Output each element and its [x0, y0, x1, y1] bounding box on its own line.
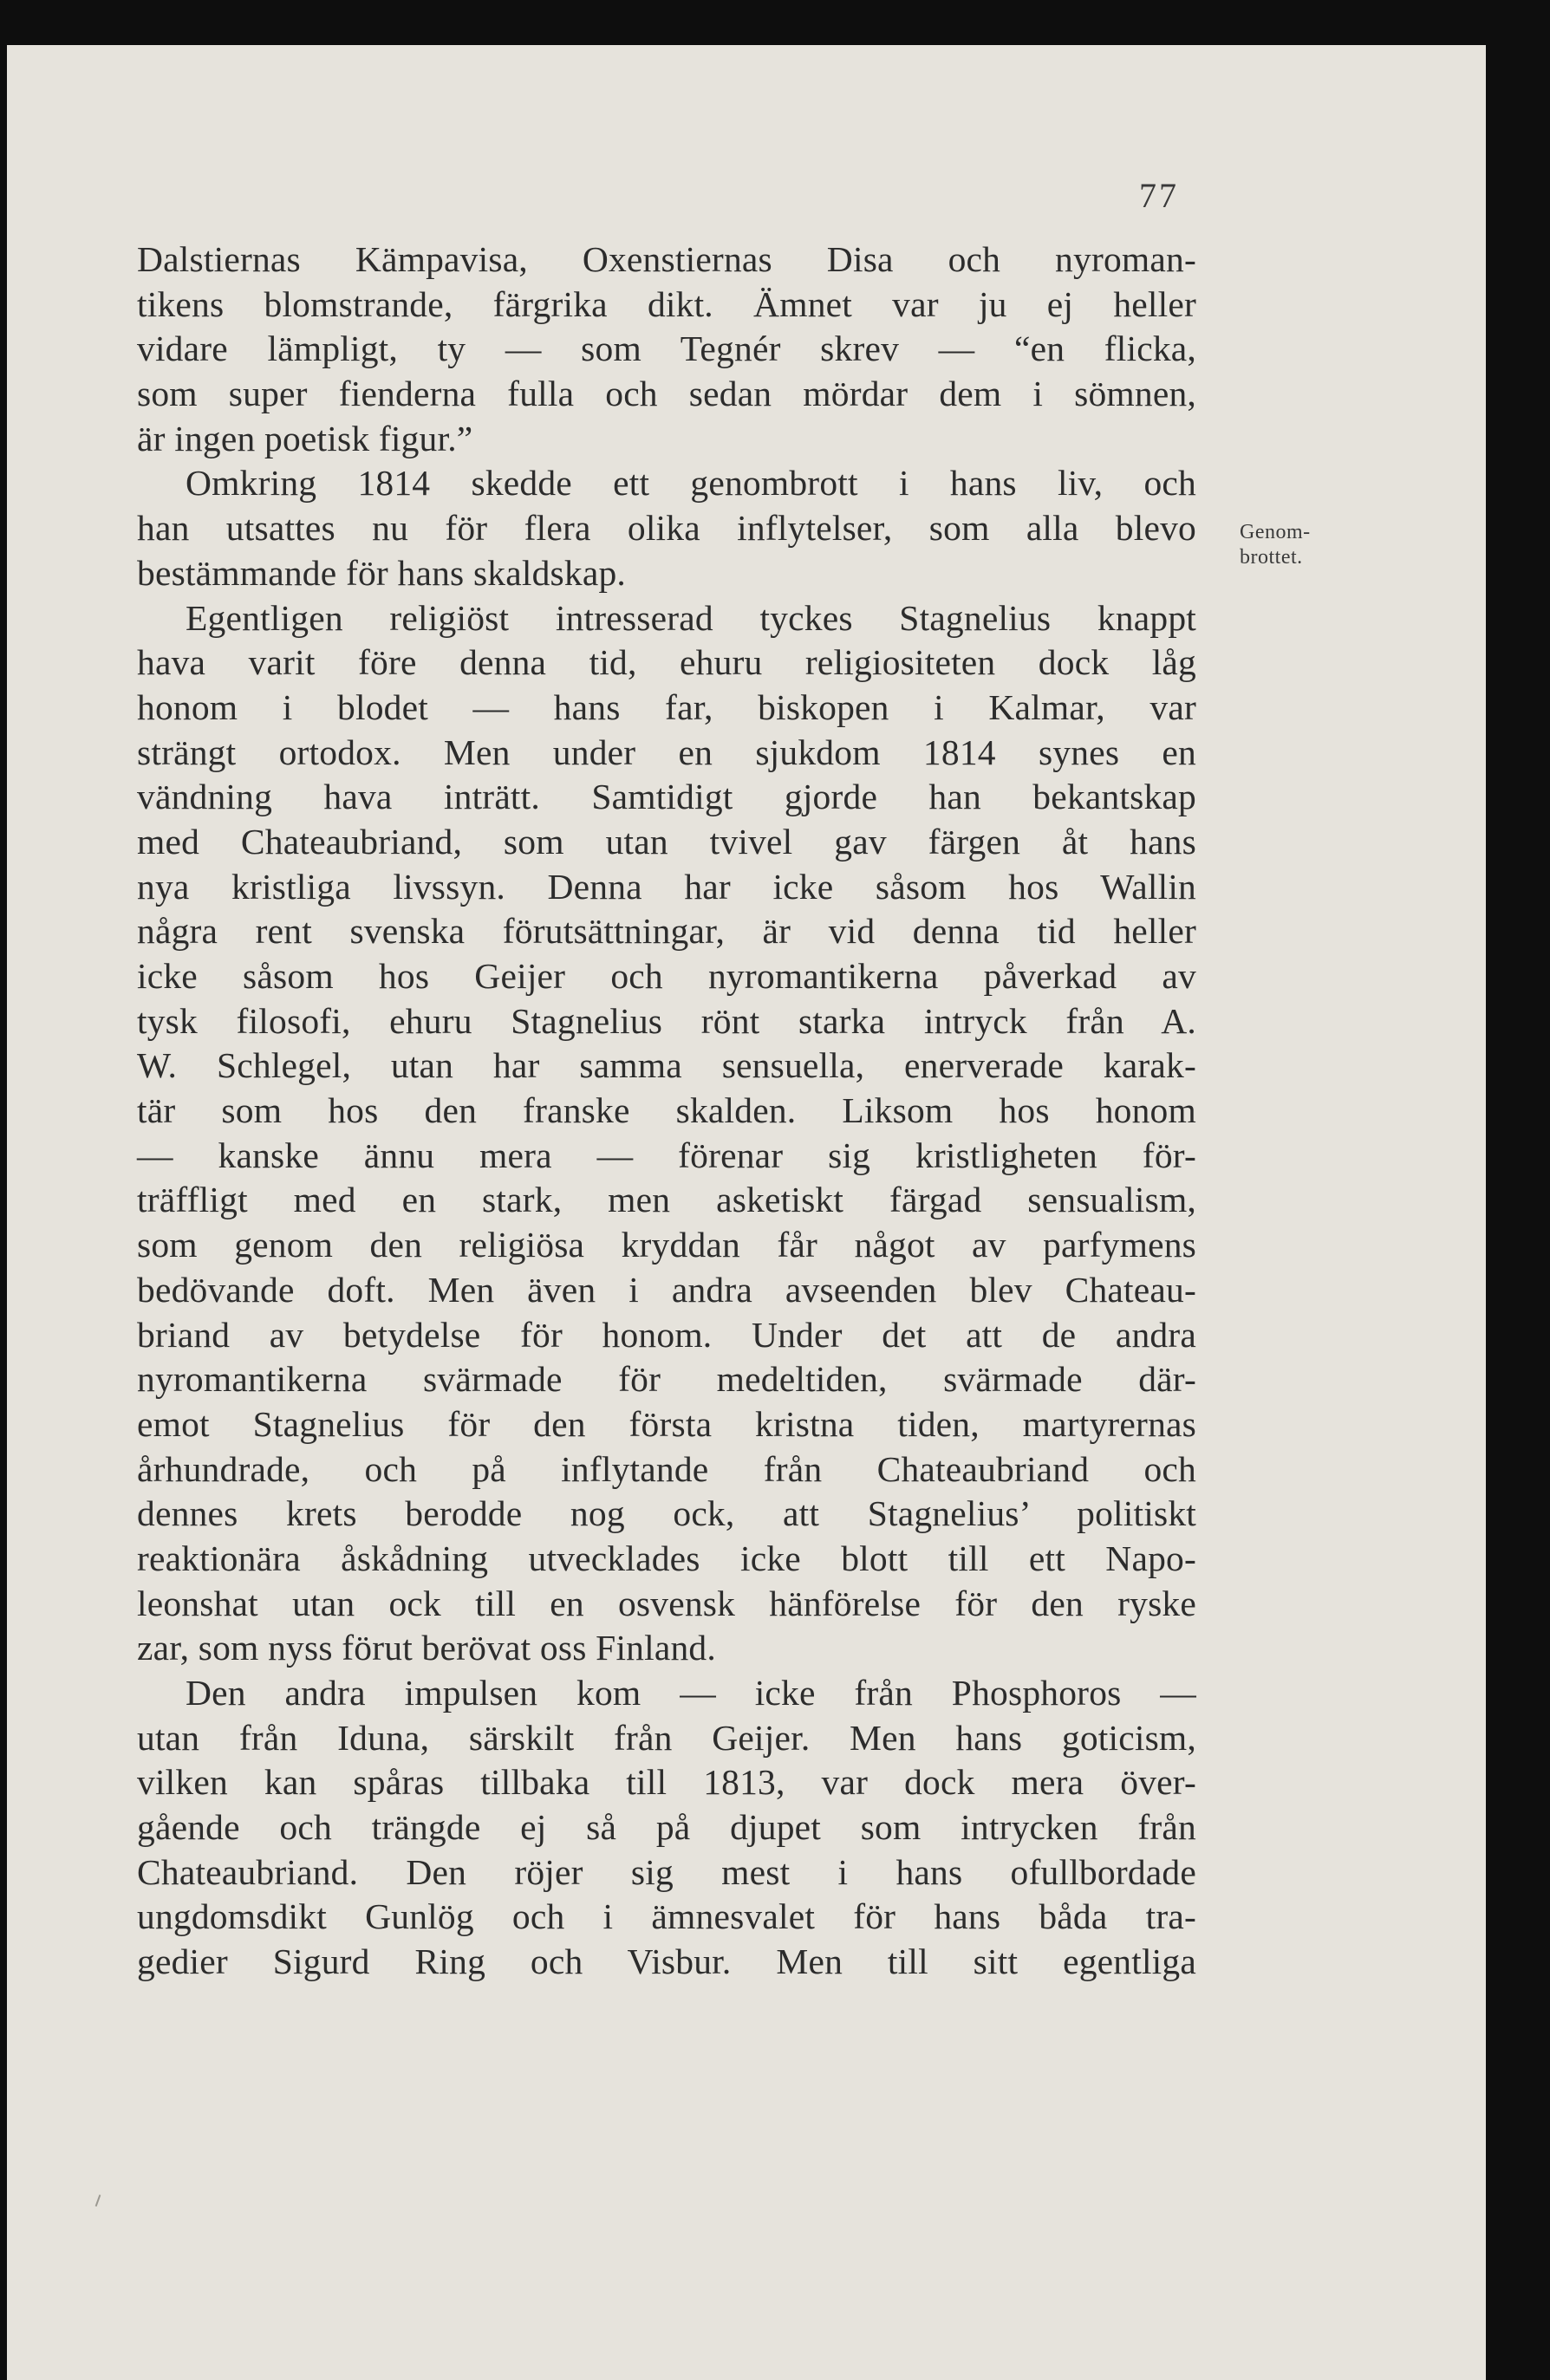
text-line: gedier Sigurd Ring och Visbur. Men till sitt egentliga — [137, 1941, 1196, 1982]
book-page — [7, 45, 1486, 2380]
text-line: Den andra impulsen kom — icke från Phosphoros — — [186, 1673, 1196, 1713]
text-line: gående och trängde ej så på djupet som intrycken från — [137, 1807, 1196, 1848]
text-line: tikens blomstrande, färgrika dikt. Ämnet var ju ej heller — [137, 283, 1196, 324]
text-line: träffligt med en stark, men asketiskt färgad sensualism, — [137, 1180, 1196, 1220]
text-line: utan från Iduna, särskilt från Geijer. Men hans goticism, — [137, 1717, 1196, 1758]
text-line: icke såsom hos Geijer och nyromantikerna påverkad av — [137, 956, 1196, 996]
text-line: W. Schlegel, utan har samma sensuella, enerverade karak- — [137, 1045, 1196, 1086]
text-line: Omkring 1814 skedde ett genombrott i hans liv, och — [186, 463, 1196, 504]
text-line: — kanske ännu mera — förenar sig kristligheten för- — [137, 1135, 1196, 1175]
text-line: han utsattes nu för flera olika inflytelser, som alla blevo — [137, 508, 1196, 549]
margin-note — [1240, 520, 1344, 570]
text-line: några rent svenska förutsättningar, är vid denna tid heller — [137, 911, 1196, 952]
text-line: honom i blodet — hans far, biskopen i Kalmar, var — [137, 686, 1196, 727]
margin-note-line: brottet. — [1240, 546, 1303, 569]
stray-pencil-mark — [95, 2195, 101, 2207]
text-line: med Chateaubriand, som utan tvivel gav färgen åt hans — [137, 821, 1196, 862]
text-line: strängt ortodox. Men under en sjukdom 1814 synes en — [137, 732, 1196, 772]
text-line: århundrade, och på inflytande från Chateaubriand och — [137, 1448, 1196, 1489]
text-line: zar, som nyss förut berövat oss Finland. — [137, 1628, 716, 1668]
text-line: som genom den religiösa kryddan får något av parfymens — [137, 1225, 1196, 1265]
text-line: vilken kan spåras tillbaka till 1813, var dock mera över- — [137, 1762, 1196, 1803]
text-line: ungdomsdikt Gunlög och i ämnesvalet för hans båda tra- — [137, 1896, 1196, 1937]
page-number: 77 — [1139, 176, 1179, 215]
text-line: bestämmande för hans skaldskap. — [137, 552, 626, 593]
text-line: nyromantikerna svärmade för medeltiden, svärmade där- — [137, 1359, 1196, 1400]
text-line: hava varit före denna tid, ehuru religiositeten dock låg — [137, 642, 1196, 683]
text-line: nya kristliga livssyn. Denna har icke såsom hos Wallin — [137, 866, 1196, 907]
text-line: vändning hava inträtt. Samtidigt gjorde han bekantskap — [137, 777, 1196, 817]
text-line: leonshat utan ock till en osvensk hänförelse för den ryske — [137, 1583, 1196, 1623]
text-line: Egentligen religiöst intresserad tyckes Stagnelius knappt — [186, 597, 1196, 638]
text-line: Dalstiernas Kämpavisa, Oxenstiernas Disa och nyroman- — [137, 239, 1196, 279]
text-line: emot Stagnelius för den första kristna tiden, martyrernas — [137, 1403, 1196, 1444]
text-line: som super fienderna fulla och sedan mördar dem i sömnen, — [137, 374, 1196, 414]
text-line: tär som hos den franske skalden. Liksom hos honom — [137, 1090, 1196, 1131]
text-line: är ingen poetisk figur.” — [137, 418, 473, 458]
text-line: dennes krets berodde nog ock, att Stagnelius’ politiskt — [137, 1493, 1196, 1534]
text-line: briand av betydelse för honom. Under det att de andra — [137, 1314, 1196, 1355]
text-line: vidare lämpligt, ty — som Tegnér skrev — “en flicka, — [137, 328, 1196, 369]
margin-note-line: Genom- — [1240, 521, 1311, 543]
text-line: tysk filosofi, ehuru Stagnelius rönt starka intryck från A. — [137, 1000, 1196, 1041]
text-line: bedövande doft. Men även i andra avseenden blev Chateau- — [137, 1269, 1196, 1310]
text-line: reaktionära åskådning utvecklades icke blott till ett Napo- — [137, 1538, 1196, 1578]
body-text — [137, 237, 1196, 1985]
text-line: Chateaubriand. Den röjer sig mest i hans ofullbordade — [137, 1851, 1196, 1892]
